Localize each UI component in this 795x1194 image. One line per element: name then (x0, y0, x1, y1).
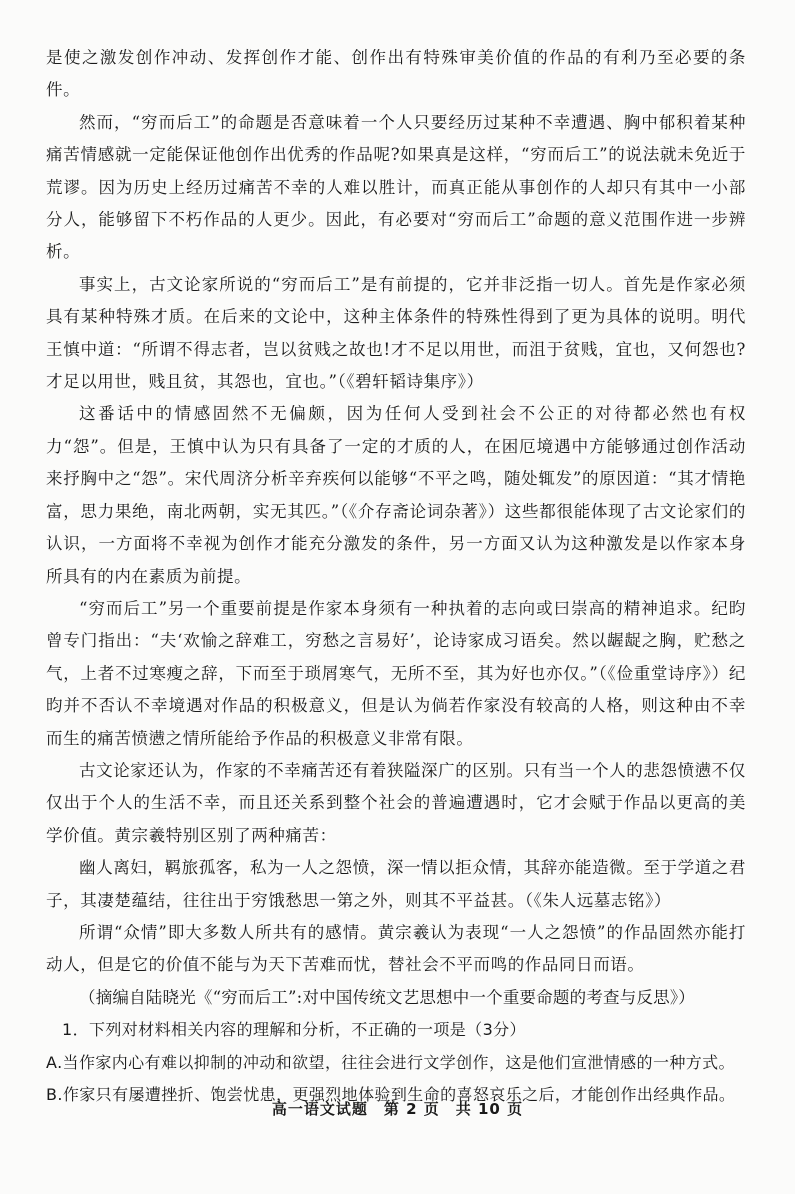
paragraph-emotion-bias: 这番话中的情感固然不无偏颇，因为任何人受到社会不公正的对待都必然也有权力“怨”。但是，王慎中认为只有具备了一定的才质的人，在困厄境遇中方能够通过创作活动来抒胸中之“怨”。宋代周济分析辛弃疾何以能够“不平之鸣，随处辄发”的原因道：“其才情艳富，思力果绝，南北两朝，实无其匹。”（《介存斋论词杂著》）这些都很能体现了古文论家们的认识，一方面将不幸视为创作才能充分激发的条件，另一方面又认为这种激发是以作家本身所具有的内在素质为前提。 (46, 404, 746, 586)
paragraph-qiong-er-hou-gong-question: 然而，“穷而后工”的命题是否意味着一个人只要经历过某种不幸遭遇、胸中郁积着某种痛苦情感就一定能保证他创作出优秀的作品呢?如果真是这样，“穷而后工”的说法就未免近于荒谬。因为历史上经历过痛苦不幸的人难以胜计，而真正能从事创作的人却只有其中一小部分人，能够留下不朽作品的人更少。因此，有必要对“穷而后工”命题的意义范围作进一步辨析。 (46, 112, 746, 262)
paragraph-premise-talent: 事实上，古文论家所说的“穷而后工”是有前提的，它并非泛指一切人。首先是作家必须具有某种特殊才质。在后来的文论中，这种主体条件的特殊性得到了更为具体的说明。明代王慎中道：“所谓不得志者，岂以贫贱之故也!才不足以用世，而沮于贫贱，宜也，又何怨也?才足以用世，贱且贫，其怨也，宜也。”（《碧轩韬诗集序》） (46, 274, 746, 392)
page-footer: 高一语文试题 第 2 页 共 10 页 (271, 1100, 524, 1118)
source-citation: （摘编自陆晓光《“穷而后工”:对中国传统文艺思想中一个重要命题的考查与反思》） (79, 987, 695, 1007)
paragraph-continuation: 是使之激发创作冲动、发挥创作才能、创作出有特殊审美价值的作品的有利乃至必要的条件。 (46, 48, 746, 100)
article-body (46, 42, 746, 1111)
question-title: 1．下列对材料相关内容的理解和分析，不正确的一项是（3分） (62, 1020, 526, 1040)
paragraph-public-feeling: 所谓“众情”即大多数人所共有的感情。黄宗羲认为表现“一人之怨愤”的作品固然亦能打动人，但是它的价值不能与为天下苦难而忧，替社会不平而鸣的作品同日而语。 (46, 922, 746, 975)
paragraph-premise-ambition: “穷而后工”另一个重要前提是作家本身须有一种执着的志向或曰崇高的精神追求。纪昀曾专门指出：“夫‘欢愉之辞难工，穷愁之言易好’，论诗家成习语矣。然以龌龊之胸，贮愁之气，上者不过寒瘦之辞，下而至于琐屑寒气，无所不至，其为好也亦仅。”（《俭重堂诗序》）纪昀并不否认不幸境遇对作品的积极意义，但是认为倘若作家没有较高的人格，则这种由不幸而生的痛苦愤懑之情所能给予作品的积极意义非常有限。 (46, 598, 746, 748)
question-1 (46, 1014, 746, 1111)
quote-huang-zongxi: 幽人离妇，羁旅孤客，私为一人之怨愤，深一情以拒众情，其辞亦能造微。至于学道之君子，其凄楚蕴结，往往出于穷饿愁思一第之外，则其不平益甚。（《朱人远墓志铭》） (46, 858, 746, 910)
option-b: B.作家只有屡遭挫折、饱尝忧患，更强烈地体验到生命的喜怒哀乐之后，才能创作出经典作品。 (46, 1085, 736, 1104)
paragraph-narrow-broad-suffering: 古文论家还认为，作家的不幸痛苦还有着狭隘深广的区别。只有当一个人的悲怨愤懑不仅仅出于个人的生活不幸，而且还关系到整个社会的普遍遭遇时，它才会赋于作品以更高的美学价值。黄宗羲特别区别了两种痛苦： (46, 760, 746, 845)
option-a: A.当作家内心有难以抑制的冲动和欲望，往往会进行文学创作，这是他们宣泄情感的一种方式。 (46, 1052, 735, 1072)
